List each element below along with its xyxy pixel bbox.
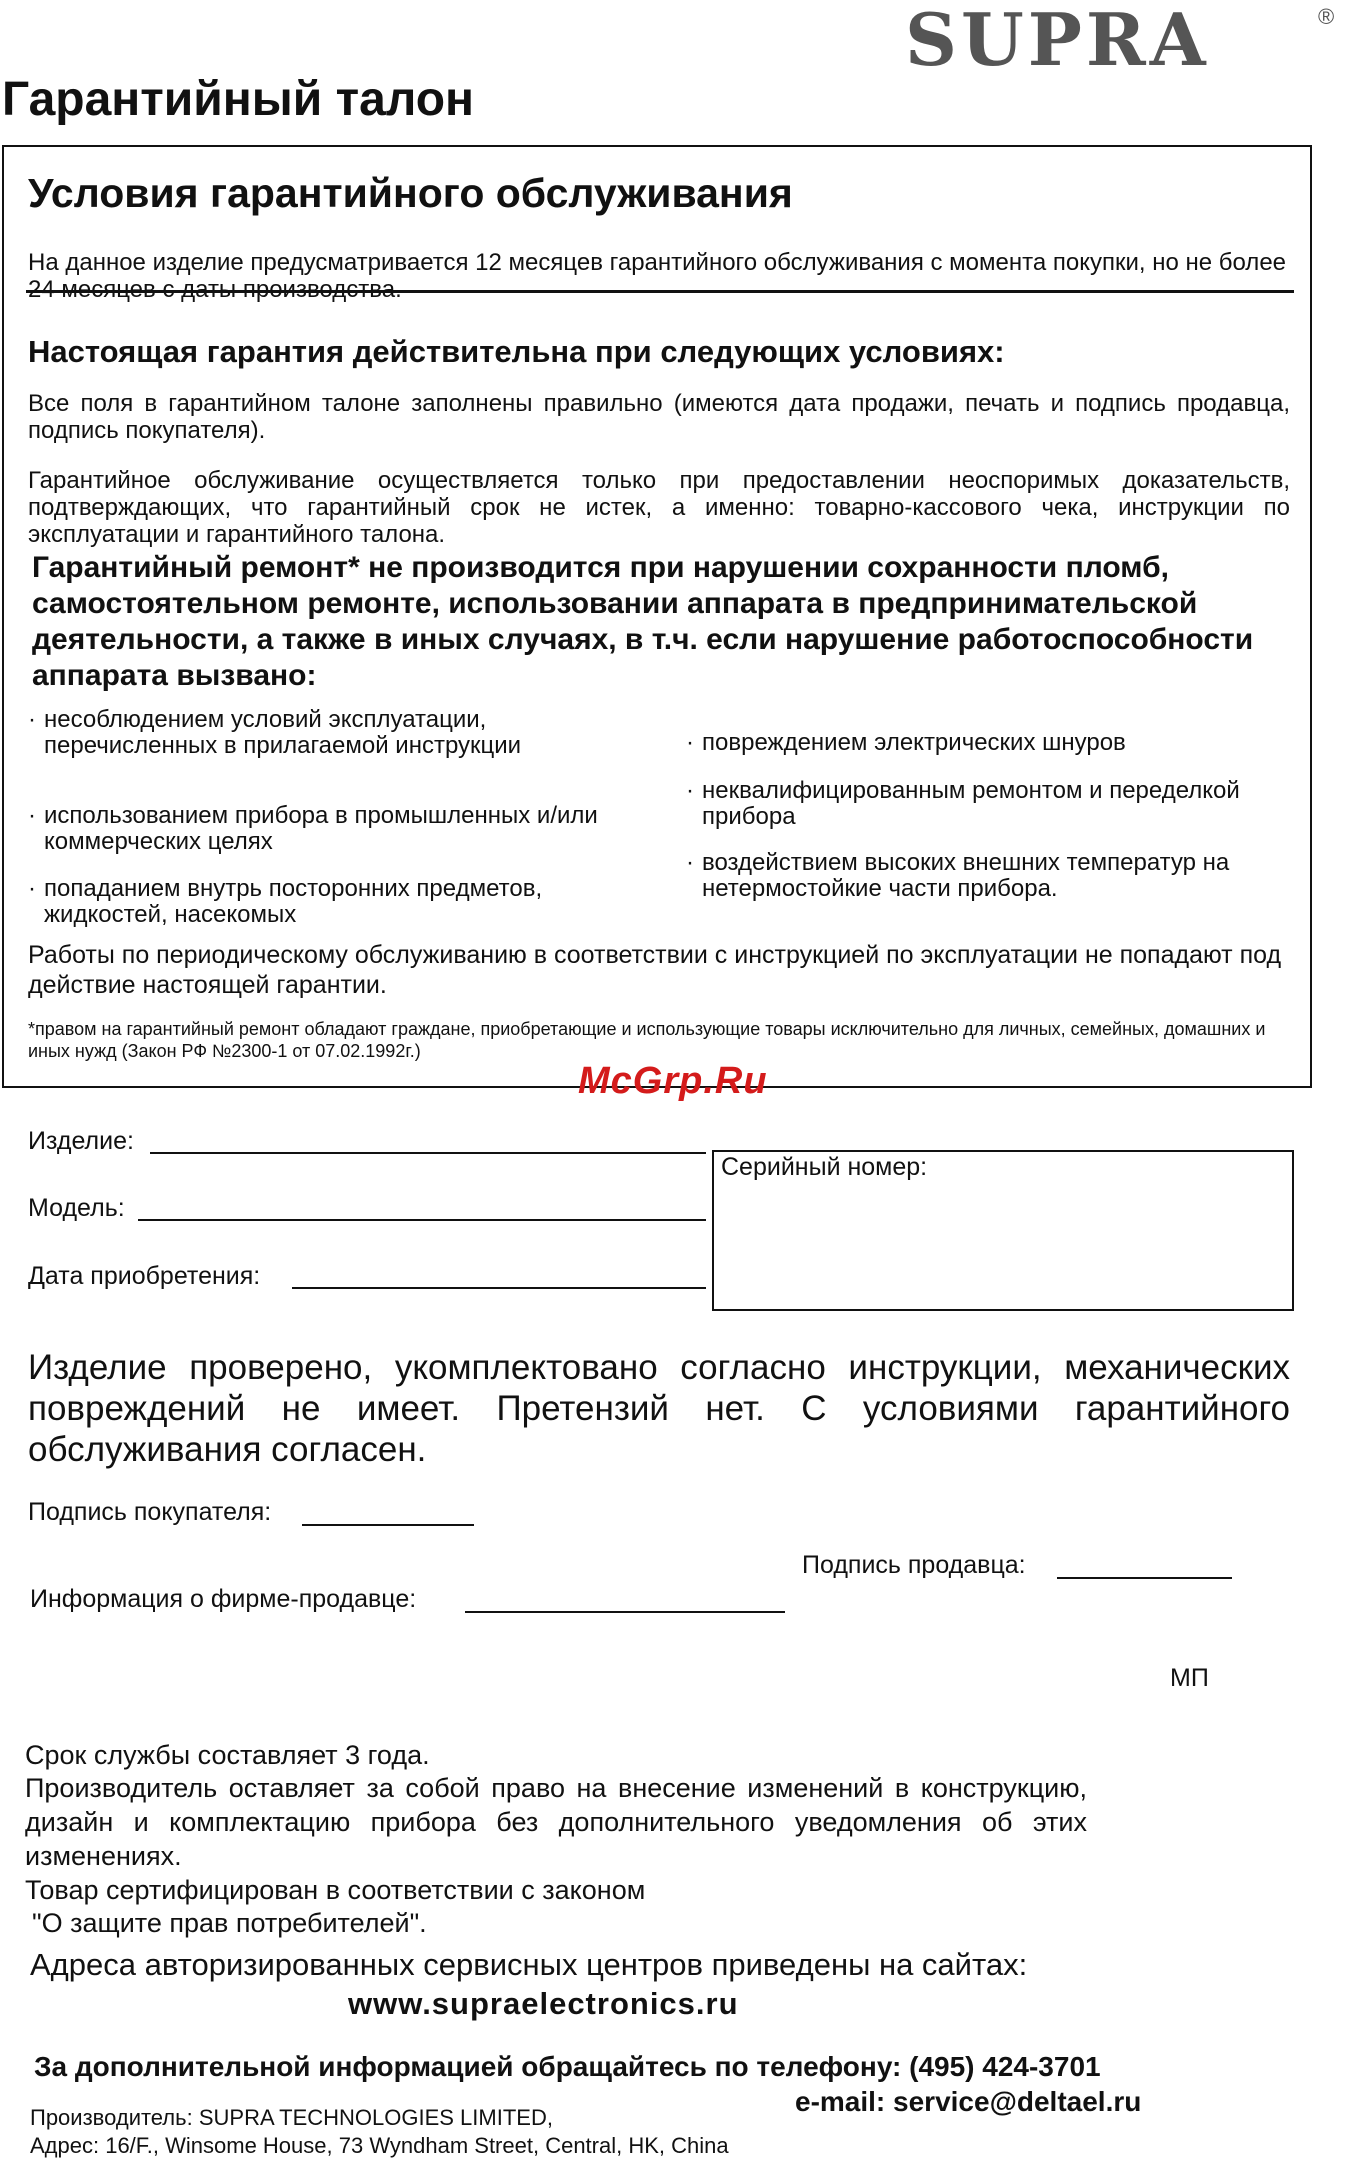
bullet-icon: · [686, 729, 694, 756]
buyer-signature-label: Подпись покупателя: [28, 1498, 272, 1526]
footnote: *правом на гарантийный ремонт обладают граждане, приобретающие и использующие товары исключительно для личных, семейных, домашних и иных нужд (Закон РФ №2300-1 от 07.02.1992г.) [28, 1019, 1266, 1061]
list-item: · попаданием внутрь посторонних предметов, жидкостей, насекомых [28, 875, 543, 928]
model-label: Модель: [28, 1194, 125, 1222]
acceptance-statement: Изделие проверено, укомплектовано согласно инструкции, механических повреждений не имеет. Претензий нет. С условиями гарантийного обслуживания согласен. [28, 1348, 1290, 1469]
maintenance-note: Работы по периодическому обслуживанию в соответствии с инструкцией по эксплуатации не попадают под действие настоящей гарантии. [28, 941, 1282, 999]
service-life: Срок службы составляет 3 года. [25, 1740, 430, 1770]
list-item: · неквалифицированным ремонтом и переделкой прибора [686, 777, 1240, 830]
bullet-icon: · [28, 706, 36, 733]
bullet-icon: · [28, 802, 36, 829]
product-field[interactable] [150, 1152, 706, 1154]
seller-info-field[interactable] [465, 1611, 785, 1613]
serial-number-label: Серийный номер: [721, 1153, 928, 1181]
exclusion-statement: Гарантийный ремонт* не производится при нарушении сохранности пломб, самостоятельном ремонте, использовании аппарата в предпринимательской деятельности, а также в иных случаях, в т.ч. если нарушение работоспособности аппарата вызвано: [32, 551, 1254, 692]
service-centers-text: Адреса авторизированных сервисных центров приведены на сайтах: [30, 1947, 1028, 1982]
bullet-icon: · [686, 777, 694, 804]
warranty-period-text: На данное изделие предусматривается 12 месяцев гарантийного обслуживания с момента покупки, но не более [28, 249, 1287, 276]
list-item: · использованием прибора в промышленных и/или коммерческих целях [28, 802, 598, 855]
condition-fields-filled: Все поля в гарантийном талоне заполнены правильно (имеются дата продажи, печать и подпись продавца, подпись покупателя). [28, 390, 1290, 444]
product-label: Изделие: [28, 1127, 134, 1155]
seller-signature-label: Подпись продавца: [802, 1551, 1026, 1579]
conditions-title: Условия гарантийного обслуживания [28, 170, 793, 216]
purchase-date-label: Дата приобретения: [28, 1262, 261, 1290]
strike-line [26, 290, 1294, 293]
stamp-place: МП [1170, 1664, 1209, 1692]
service-website-link[interactable]: www.supraelectronics.ru [348, 1986, 739, 2021]
phone-contact: За дополнительной информацией обращайтесь по телефону: (495) 424-3701 [34, 2051, 1101, 2082]
list-item: · несоблюдением условий эксплуатации, перечисленных в прилагаемой инструкции [28, 706, 522, 759]
seller-info-label: Информация о фирме-продавце: [30, 1585, 417, 1613]
changes-notice: Производитель оставляет за собой право на внесение изменений в конструкцию, дизайн и комплектацию прибора без дополнительного уведомления об этих изменениях. [25, 1773, 1087, 1871]
purchase-date-field[interactable] [292, 1287, 706, 1289]
registered-mark: ® [1318, 4, 1335, 29]
list-item: · повреждением электрических шнуров [686, 729, 1126, 756]
bullet-icon: · [686, 849, 694, 876]
seller-signature-field[interactable] [1057, 1577, 1232, 1579]
bullet-icon: · [28, 875, 36, 902]
page-title: Гарантийный талон [2, 73, 475, 126]
valid-conditions-title: Настоящая гарантия действительна при следующих условиях: [28, 334, 1005, 369]
email-contact[interactable]: e-mail: service@deltael.ru [795, 2086, 1142, 2117]
model-field[interactable] [138, 1219, 706, 1221]
certification-line-1: Товар сертифицирован в соответствии с законом [25, 1875, 646, 1905]
manufacturer-address: Адрес: 16/F., Winsome House, 73 Wyndham Street, Central, HK, China [30, 2133, 729, 2158]
condition-proof-required: Гарантийное обслуживание осуществляется только при предоставлении неоспоримых доказательств, подтверждающих, что гарантийный срок не истек, а именно: товарно-кассового чека, инструкции по эксплуатации и гарантийного талона. [28, 467, 1290, 548]
watermark: McGrp.Ru [578, 1060, 768, 1102]
supra-logo: SUPRA [905, 0, 1210, 82]
list-item: · воздействием высоких внешних температур на нетермостойкие части прибора. [686, 849, 1230, 902]
certification-line-2: "О защите прав потребителей". [32, 1908, 427, 1938]
buyer-signature-field[interactable] [302, 1524, 474, 1526]
manufacturer-name: Производитель: SUPRA TECHNOLOGIES LIMITED, [30, 2105, 553, 2130]
